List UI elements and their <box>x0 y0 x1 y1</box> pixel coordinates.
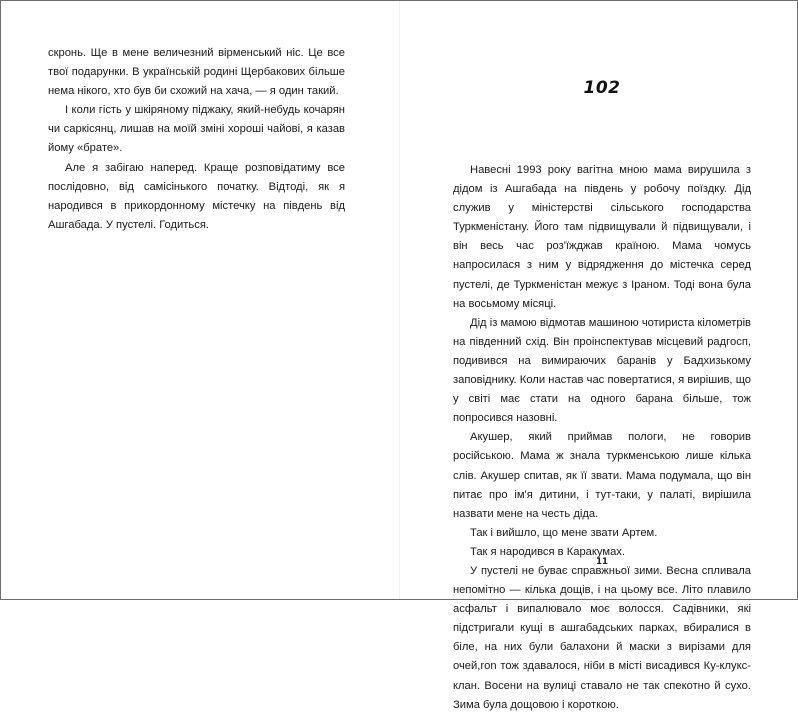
left-paragraph-1: скронь. Ще в мене величезний вірменський ніс. Це все твої подарунки. В українській родині Щербакових більше нема нікого, хто був би схожий на хача, — я один такий. <box>48 47 345 98</box>
right-paragraph-3: Акушер, який приймав пологи, не говорив російською. Мама ж знала туркменською лише кілька слів. Акушер спитав, як її звати. Мама подумала, що він питає про ім'я дитини, і тут-таки, у палаті, вирішила назвати мене на честь діда. <box>453 431 751 520</box>
left-paragraph-3: Але я забігаю наперед. Краще розповідатиму все послідовно, від самісінького початку. Відтоді, як я народився в прикордонному містечку на південь від Ашгабада. У пустелі. Годиться. <box>48 161 345 231</box>
left-page <box>1 1 399 599</box>
left-page-text <box>48 44 345 235</box>
right-page-text <box>453 161 751 715</box>
page-number: 11 <box>596 557 608 567</box>
right-paragraph-2: Дід із мамою відмотав машиною чотириста кілометрів на південний схід. Він проінспектував місцевий радгосп, подивився на вимираючих баранів у Бадхизькому заповіднику. Коли настав час повертатися, я вирішив, що у світі має стати на одного барана більше, тож попросився назовні. <box>453 316 751 425</box>
right-paragraph-6: У пустелі не буває справжньої зими. Весна спливала непомітно — кілька дощів, і на цьому все. Літо плавило асфальт і випалювало моє волосся. Садівники, які підстригали кущі в ашгабадських парках, вбиралися в біле, на них були балахони й маски з вирізами для очей,ron тож здавалося, ніби в місті висадився Ку-клукс-клан. Восени на вулиці ставало не так спекотно й сухо. Зима була дощовою і короткою. <box>453 564 751 711</box>
chapter-number: 102 <box>583 78 621 98</box>
left-paragraph-2: І коли гість у шкіряному піджаку, який-небудь кочарян чи саркісянц, лишав на моїй зміні хороші чайові, я казав йому «брате». <box>48 104 345 155</box>
right-paragraph-4: Так і вийшло, що мене звати Артем. <box>470 526 658 539</box>
right-paragraph-5: Так я народився в Каракумах. <box>470 545 626 558</box>
right-paragraph-1: Навесні 1993 року вагітна мною мама вирушила з дідом із Ашгабада на південь у робочу поїздку. Дід служив у міністерстві сільського господарства Туркменістану. Його там підвищували й підвищували, і він весь час роз'їжджав країною. Мама чомусь напросилася з ним у відрядження до містечка серед пустелі, де Туркменістан межує з Іраном. Тоді вона була на восьмому місяці. <box>453 164 751 310</box>
right-page <box>400 1 798 711</box>
